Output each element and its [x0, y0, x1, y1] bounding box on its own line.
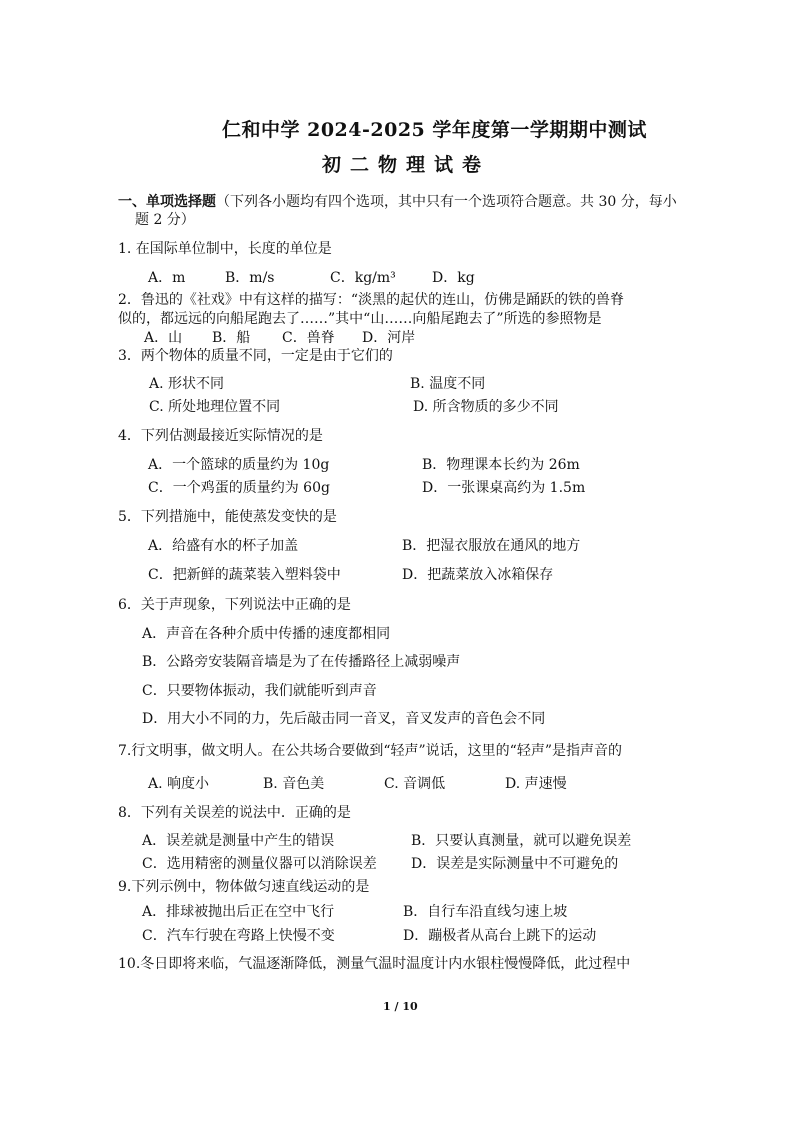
- question-3-option-a: A. 形状不同: [149, 376, 225, 392]
- question-1-option-a: A．m: [148, 270, 186, 286]
- question-2-option-d: D．河岸: [362, 330, 416, 346]
- question-7-option-a: A. 响度小: [148, 776, 210, 792]
- question-4-option-c: C．一个鸡蛋的质量约为 60g: [148, 480, 330, 496]
- question-8-stem: 8．下列有关误差的说法中．正确的是: [118, 805, 351, 821]
- question-2-option-b: B．船: [212, 330, 251, 346]
- exam-title: 仁和中学 2024-2025 学年度第一学期期中测试: [222, 119, 647, 141]
- question-9-option-a: A．排球被抛出后正在空中飞行: [142, 904, 335, 920]
- question-2-option-c: C．兽脊: [282, 330, 335, 346]
- question-3-option-b: B. 温度不同: [410, 376, 486, 392]
- section-note-cont: 题 2 分）: [135, 212, 195, 228]
- question-4-option-b: B．物理课本长约为 26m: [422, 457, 580, 473]
- question-1-option-b: B．m/s: [225, 270, 275, 286]
- question-6-option-d: D．用大小不同的力，先后敲击同一音叉，音叉发声的音色会不同: [142, 711, 546, 727]
- exam-subtitle: 初二物理试卷: [322, 154, 491, 176]
- question-1-option-d: D．kg: [432, 270, 475, 286]
- question-6-option-c: C．只要物体振动，我们就能听到声音: [142, 683, 377, 699]
- page-number: 1 / 10: [383, 1000, 418, 1013]
- question-7-option-b: B. 音色美: [263, 776, 325, 792]
- question-5-option-d: D．把蔬菜放入冰箱保存: [402, 567, 554, 583]
- question-6-option-a: A．声音在各种介质中传播的速度都相同: [142, 626, 391, 642]
- question-9-stem: 9.下列示例中，物体做匀速直线运动的是: [118, 879, 370, 895]
- question-5-option-b: B．把湿衣服放在通风的地方: [402, 538, 581, 554]
- question-1-stem: 1. 在国际单位制中，长度的单位是: [118, 241, 332, 257]
- question-5-stem: 5．下列措施中，能使蒸发变快的是: [118, 509, 337, 525]
- question-9-option-d: D．蹦极者从高台上跳下的运动: [403, 928, 597, 944]
- question-7-stem: 7.行文明事，做文明人。在公共场合要做到“轻声”说话，这里的“轻声”是指声音的: [118, 743, 622, 759]
- question-5-option-c: C．把新鲜的蔬菜装入塑料袋中: [148, 567, 341, 583]
- question-3-option-d: D. 所含物质的多少不同: [413, 399, 559, 415]
- question-4-option-a: A．一个篮球的质量约为 10g: [148, 457, 330, 473]
- question-8-option-d: D．误差是实际测量中不可避免的: [411, 856, 619, 872]
- section-heading-line: [118, 192, 677, 212]
- question-8-option-b: B．只要认真测量，就可以避免误差: [411, 833, 632, 849]
- question-4-stem: 4．下列估测最接近实际情况的是: [118, 428, 323, 444]
- question-6-stem: 6．关于声现象，下列说法中正确的是: [118, 597, 351, 613]
- question-8-option-a: A．误差就是测量中产生的错误: [142, 833, 335, 849]
- question-2-option-a: A．山: [144, 330, 183, 346]
- section-note: （下列各小题均有四个选项，其中只有一个选项符合题意。共 30 分，每小: [216, 194, 677, 210]
- question-10-stem: 10.冬日即将来临，气温逐渐降低，测量气温时温度计内水银柱慢慢降低，此过程中: [118, 956, 631, 972]
- question-9-option-c: C．汽车行驶在弯路上快慢不变: [142, 928, 335, 944]
- question-2-stem-line1: 2．鲁迅的《社戏》中有这样的描写：“淡黑的起伏的连山，仿佛是踊跃的铁的兽脊: [118, 292, 625, 308]
- question-5-option-a: A．给盛有水的杯子加盖: [148, 538, 299, 554]
- question-9-option-b: B．自行车沿直线匀速上坡: [403, 904, 568, 920]
- question-7-option-d: D. 声速慢: [505, 776, 567, 792]
- question-1-option-c: C．kg/m³: [330, 270, 396, 286]
- question-7-option-c: C. 音调低: [384, 776, 446, 792]
- question-3-option-c: C. 所处地理位置不同: [149, 399, 281, 415]
- section-heading: 一、单项选择题: [118, 194, 216, 210]
- question-3-stem: 3．两个物体的质量不同，一定是由于它们的: [118, 348, 393, 364]
- question-6-option-b: B．公路旁安装隔音墙是为了在传播路径上减弱噪声: [142, 654, 461, 670]
- question-8-option-c: C．选用精密的测量仪器可以消除误差: [142, 856, 377, 872]
- question-2-stem-line2: 似的，都远远的向船尾跑去了……”其中“山……向船尾跑去了”所选的参照物是: [118, 311, 602, 327]
- question-4-option-d: D．一张课桌高约为 1.5m: [422, 480, 586, 496]
